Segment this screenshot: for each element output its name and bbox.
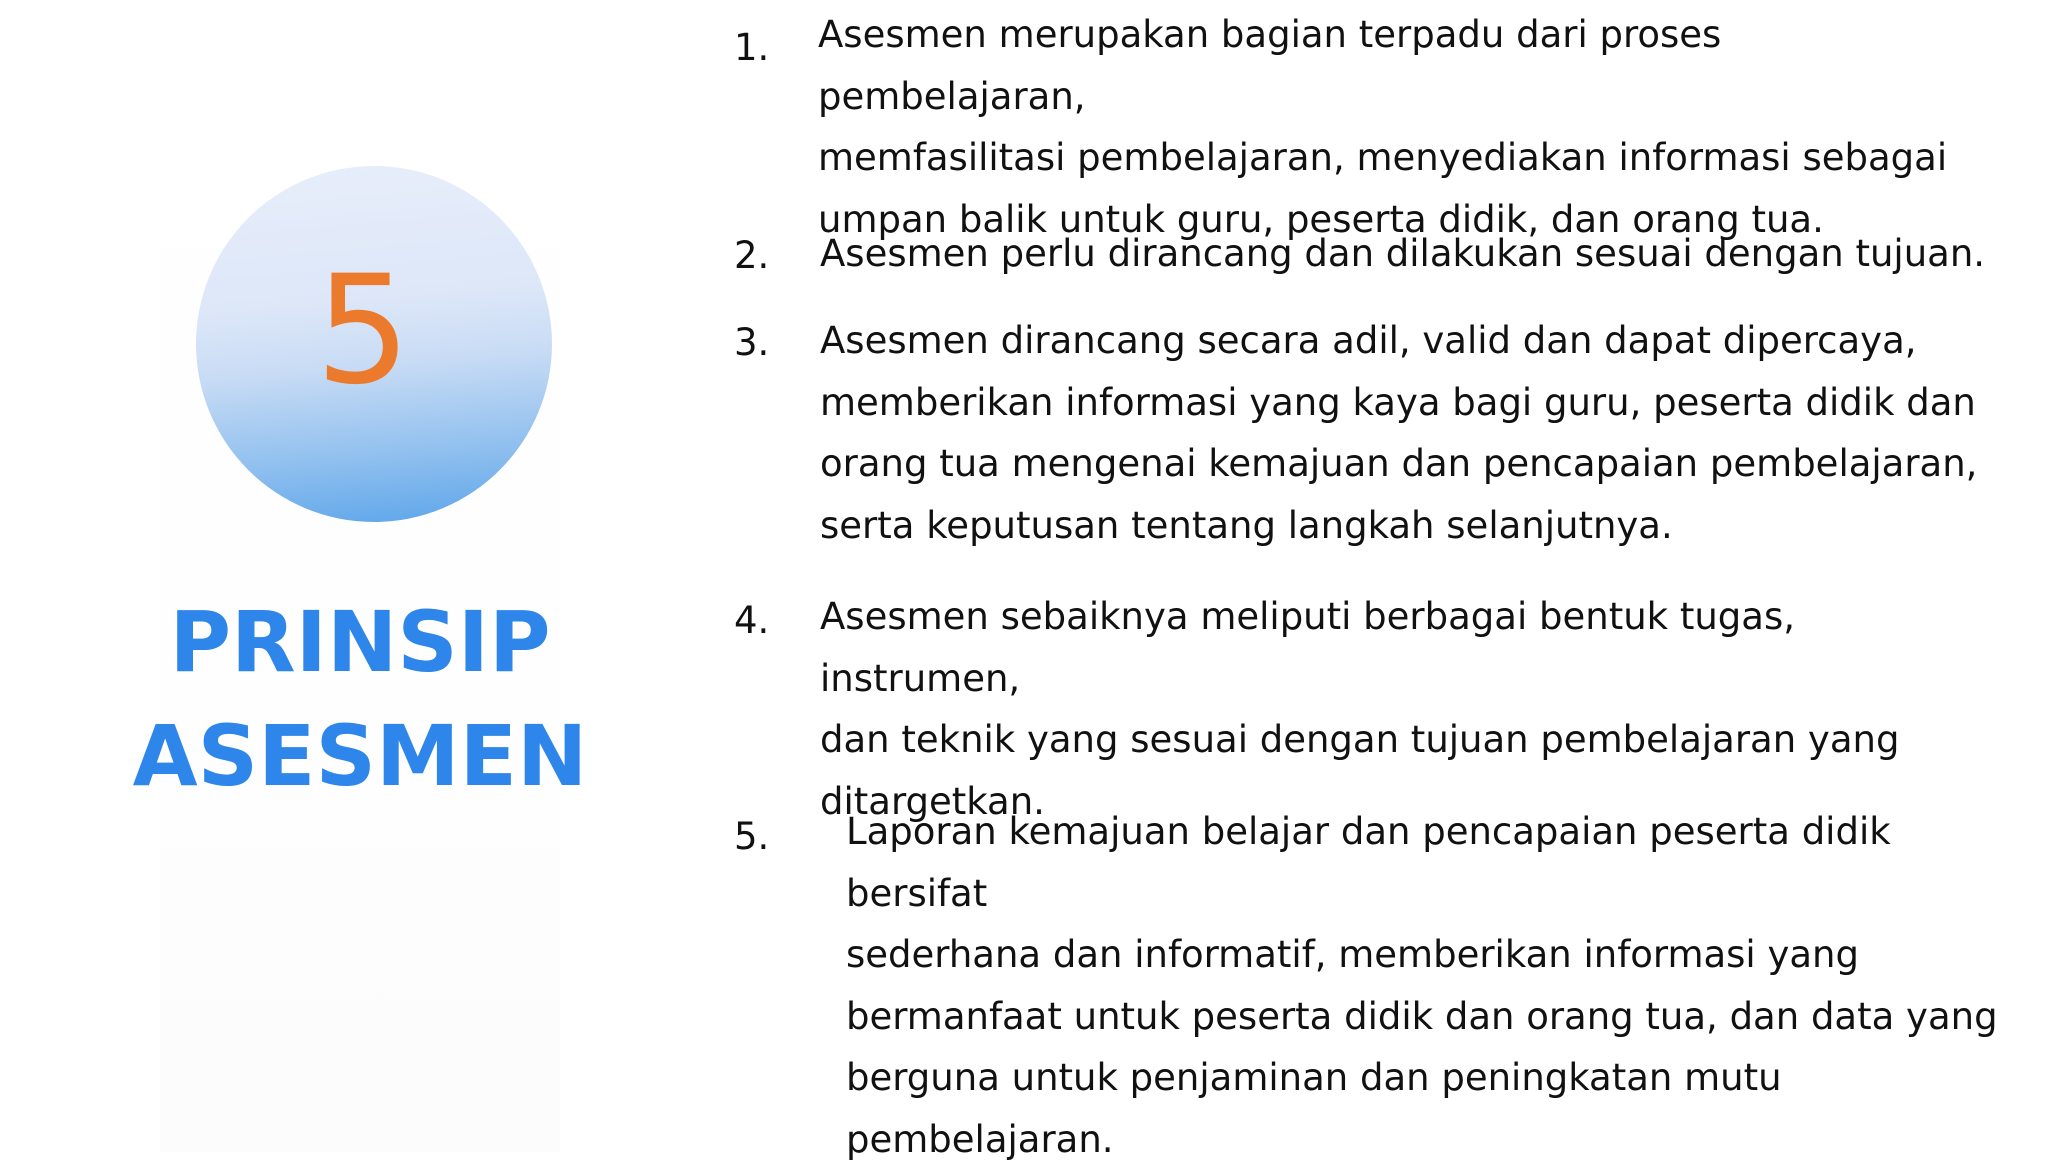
- item-line: Asesmen sebaiknya meliputi berbagai bentuk tugas, instrumen,: [820, 586, 2000, 709]
- page-title: [110, 585, 610, 813]
- item-line: Asesmen perlu dirancang dan dilakukan sesuai dengan tujuan.: [820, 223, 2000, 285]
- item-line: sederhana dan informatif, memberikan informasi yang: [846, 924, 2041, 986]
- item-number: 5.: [734, 806, 769, 868]
- item-line: umpan balik untuk guru, peserta didik, dan orang tua.: [818, 189, 1998, 251]
- number-badge-circle: [196, 166, 552, 522]
- item-line: Asesmen dirancang secara adil, valid dan dapat dipercaya,: [820, 310, 2000, 372]
- item-number: 1.: [734, 17, 769, 79]
- item-line: memfasilitasi pembelajaran, menyediakan informasi sebagai: [818, 127, 1998, 189]
- title-line-1: PRINSIP: [110, 585, 610, 699]
- item-line: bermanfaat untuk peserta didik dan orang tua, dan data yang: [846, 986, 2041, 1048]
- item-line: pembelajaran.: [846, 1109, 2041, 1170]
- item-line: serta keputusan tentang langkah selanjutnya.: [820, 495, 2000, 557]
- item-line: Laporan kemajuan belajar dan pencapaian peserta didik bersifat: [846, 801, 2041, 924]
- item-line: Asesmen merupakan bagian terpadu dari proses pembelajaran,: [818, 4, 1998, 127]
- item-line: berguna untuk penjaminan dan peningkatan mutu: [846, 1047, 2041, 1109]
- badge-number: 5: [315, 256, 410, 406]
- item-line: memberikan informasi yang kaya bagi guru, peserta didik dan: [820, 372, 2000, 434]
- item-number: 4.: [734, 590, 769, 652]
- item-line: ditargetkan.: [820, 771, 2000, 833]
- item-line: dan teknik yang sesuai dengan tujuan pembelajaran yang: [820, 709, 2000, 771]
- item-line: orang tua mengenai kemajuan dan pencapaian pembelajaran,: [820, 433, 2000, 495]
- item-number: 3.: [734, 312, 769, 374]
- item-number: 2.: [734, 225, 769, 287]
- title-line-2: ASESMEN: [110, 699, 610, 813]
